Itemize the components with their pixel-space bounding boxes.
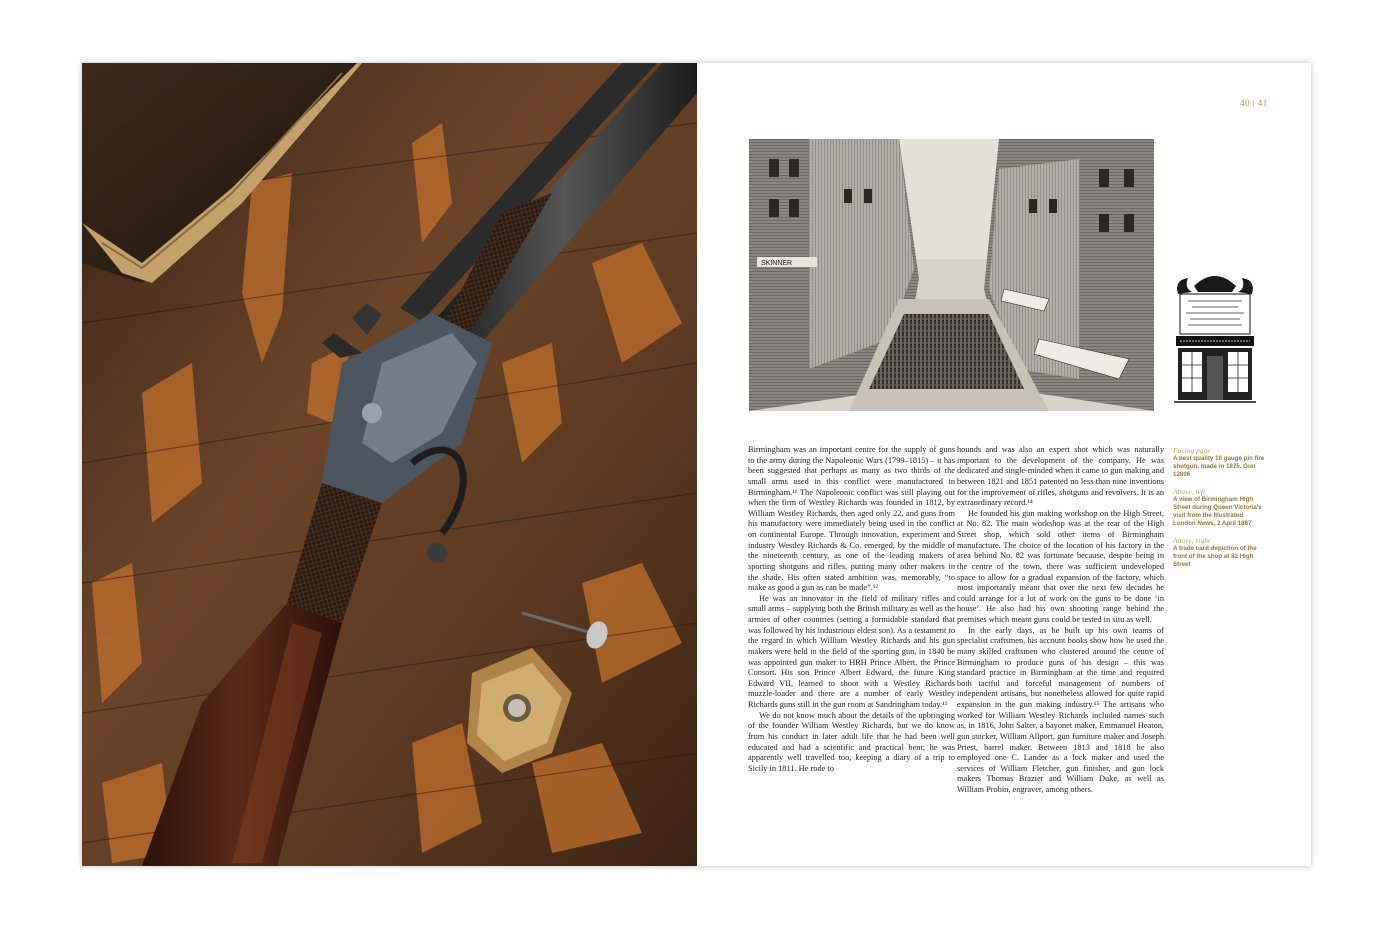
caption-above-left [1173, 487, 1265, 528]
svg-text:SKINNER: SKINNER [761, 260, 793, 267]
caption-title: Above, left [1173, 487, 1206, 496]
shotgun-photo [82, 63, 697, 866]
paragraph: In the early days, as he built up his own teams of specialist craftsmen, his account books show how he used the many skilled craftsmen who clustered around the centre of Birmingham to produce guns of his design – this was standard practice in Birmingham at the time and required both tactful and forceful management of numbers of independent artisans, but nonetheless allowed for quite rapid expansion in the gun making industry.¹⁵ The artisans who worked for William Westley Richards included names such as, in 1816, John Salter, a bayonet maker, Emmanuel Heaton, gun stocker, William Allport, gun furniture maker and Joseph Priest, barrel maker. Between 1813 and 1818 he also employed one C. Lander as a lock maker and used the services of William Fletcher, gun finisher, and gun lock makers Thomas Brazier and William Duke, as well as William Probin, engraver, among others. [957, 625, 1164, 794]
birmingham-high-street-engraving [749, 139, 1154, 411]
paragraph: Birmingham was an important centre for the supply of guns to the army during the Napoleonic Wars (1799–1815) – it has been suggested that perhaps as many as two thirds of the small arms used in this conflict were manufactured in Birmingham.¹¹ The Napoleonic conflict was still playing out when the firm of Westley Richards was founded in 1812, by William Westley Richards, then aged only 22, and guns from his manufactory were immediately being used in the conflict on continental Europe. Through innovation, experiment and industry Westley Richards & Co. emerged, by the middle of the nineteenth century, as one of the leading makers of sporting shotguns and rifles, putting many other makers in the shade. His often stated ambition was, memorably, “to make as good a gun as can be made”.¹² [748, 445, 955, 593]
caption-title: Facing page [1173, 446, 1211, 455]
paragraph: He was an innovator in the field of military rifles and small arms – supplying both the British military as well as the armies of other countries (setting a formidable standard that was followed by his industrious eldest son). As a testament to the regard in which William Westley Richards and his gun makers were held in the field of the sporting gun, in 1840 he was appointed gun maker to HRH Prince Albert, the Prince Consort. His son Prince Albert Edward, the future King Edward VII, learned to shoot with a Westley Richards muzzle-loader and there are a number of early Westley Richards guns still in the gun room at Sandringham today.¹³ [748, 593, 955, 709]
caption-text: A trade card depiction of the front of the shop at 82 High Street [1173, 545, 1257, 568]
paragraph: He founded his gun making workshop on the High Street, at No. 82. The main workshop was at the rear of the High Street shop, which sold other items of Birmingham manufacture. The choice of the location of his factory in the area behind No. 82 was fortunate because, despite being in the centre of the town, there was sufficient undeveloped space to allow for a gradual expansion of the factory, which most importantly meant that over the next few decades he could arrange for a lot of work on the guns to be done ‘in house’. He also had his own shooting range behind the premises which meant guns could be tested in situ as well. [957, 508, 1164, 624]
body-text-column-1 [748, 445, 955, 774]
caption-facing-page [1173, 446, 1265, 479]
body-text-column-2 [957, 445, 1164, 796]
caption-text: A best quality 10 gauge pin fire shotgun, made in 1875. Gun 12806 [1173, 455, 1265, 478]
caption-title: Above, right [1173, 536, 1211, 545]
caption-above-right [1173, 536, 1265, 569]
caption-text: A view of Birmingham High Street during Queen Victoria’s visit from the Illustrated London News, 2 April 1887 [1173, 496, 1262, 527]
captions [1173, 446, 1265, 577]
page-numbers: 40 | 41 [1240, 98, 1268, 108]
shop-trade-card [1174, 268, 1256, 408]
paragraph: hounds and was also an expert shot which was naturally important to the development of the company. He was dedicated and single-minded when it came to gun making and between 1821 and 1851 patented no less than nine inventions for the improvement of rifles, shotguns and revolvers. It is an extraordinary record.¹⁴ [957, 445, 1164, 508]
paragraph: We do not know much about the details of the upbringing of the founder William Westley Richards, but we do know from his conduct in later adult life that he had been well educated and had a scientific and practical bent; he was apparently well travelled too, keeping a diary of a trip to Sicily in 1811. He rode to [748, 710, 955, 773]
